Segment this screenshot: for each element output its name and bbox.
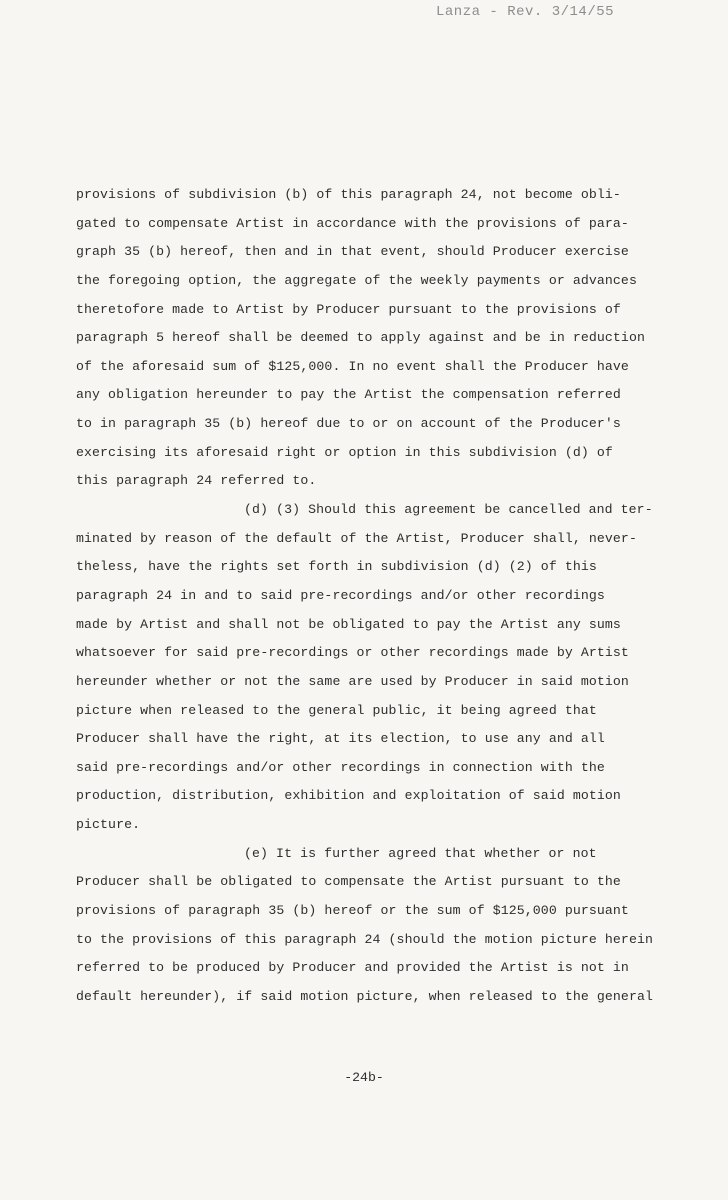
text-line: minated by reason of the default of the Artist, Producer shall, never- (76, 530, 637, 546)
text-line: referred to be produced by Producer and provided the Artist is not in (76, 960, 629, 976)
text-line: this paragraph 24 referred to. (76, 473, 317, 489)
text-line: paragraph 24 in and to said pre-recordings and/or other recordings (76, 587, 605, 603)
text-line: of the aforesaid sum of $125,000. In no event shall the Producer have (76, 358, 629, 374)
text-line: any obligation hereunder to pay the Artist the compensation referred (76, 387, 621, 403)
text-line: picture. (76, 817, 141, 833)
text-line: hereunder whether or not the same are used by Producer in said motion (76, 673, 629, 689)
text-line: paragraph 5 hereof shall be deemed to apply against and be in reduction (76, 330, 645, 346)
revision-header: Lanza - Rev. 3/14/55 (436, 4, 615, 20)
text-line: Producer shall be obligated to compensate the Artist pursuant to the (76, 874, 621, 890)
text-line: to in paragraph 35 (b) hereof due to or on account of the Producer's (76, 416, 621, 432)
text-line: exercising its aforesaid right or option in this subdivision (d) of (76, 444, 613, 460)
text-line: provisions of paragraph 35 (b) hereof or the sum of $125,000 pursuant (76, 903, 629, 919)
body-text (76, 181, 696, 1012)
text-line: gated to compensate Artist in accordance with the provisions of para- (76, 215, 629, 231)
text-line: said pre-recordings and/or other recordings in connection with the (76, 759, 605, 775)
page-number: -24b- (344, 1070, 384, 1085)
text-line: theless, have the rights set forth in subdivision (d) (2) of this (76, 559, 597, 575)
text-line: picture when released to the general public, it being agreed that (76, 702, 597, 718)
text-line: made by Artist and shall not be obligated to pay the Artist any sums (76, 616, 621, 632)
text-line: to the provisions of this paragraph 24 (should the motion picture herein (76, 931, 653, 947)
text-line: default hereunder), if said motion picture, when released to the general (76, 988, 653, 1004)
text-line: theretofore made to Artist by Producer pursuant to the provisions of (76, 301, 621, 317)
text-line: whatsoever for said pre-recordings or other recordings made by Artist (76, 645, 629, 661)
paragraph-start-d3: (d) (3) Should this agreement be cancelled and ter- (244, 502, 653, 518)
paragraph-start-e: (e) It is further agreed that whether or not (244, 845, 597, 861)
text-line: production, distribution, exhibition and exploitation of said motion (76, 788, 621, 804)
text-line: provisions of subdivision (b) of this paragraph 24, not become obli- (76, 187, 621, 202)
text-line: Producer shall have the right, at its election, to use any and all (76, 731, 605, 747)
text-line: graph 35 (b) hereof, then and in that event, should Producer exercise (76, 244, 629, 260)
text-line: the foregoing option, the aggregate of the weekly payments or advances (76, 272, 637, 288)
